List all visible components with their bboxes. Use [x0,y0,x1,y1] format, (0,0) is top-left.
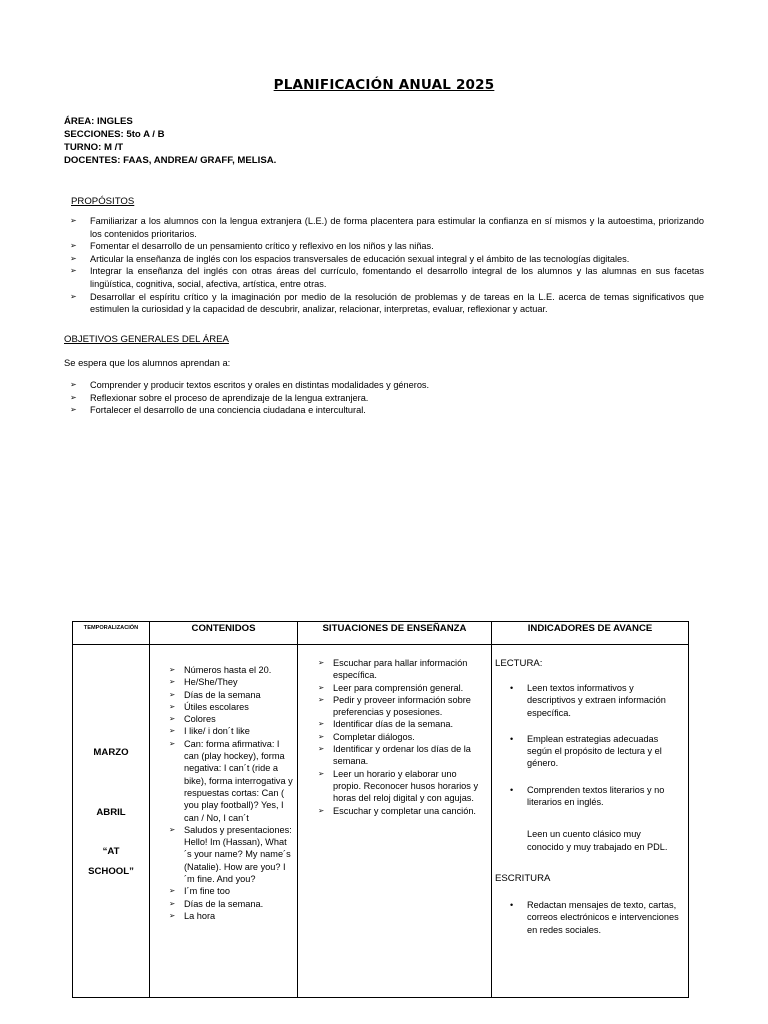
list-item: ➢ He/She/They [169,677,238,688]
list-item: ➢ Números hasta el 20. [169,665,272,675]
meta-docentes: DOCENTES: FAAS, ANDREA/ GRAFF, MELISA. [64,155,277,166]
arrow-bullet-icon: ➢ [70,266,77,276]
indicator-item: • Emplean estrategias adecuadas según el propósito de lectura y el género. [510,733,662,769]
document-meta [64,115,276,167]
arrow-bullet-icon: ➢ [169,898,176,908]
arrow-bullet-icon: ➢ [70,291,77,301]
list-item: ➢ Días de la semana [169,689,261,700]
table-row [73,645,689,998]
situaciones-list [298,657,491,817]
list-item: ➢ Leer para comprensión general. [318,682,464,693]
list-item: ➢ Escuchar para hallar información específica. [318,658,468,681]
list-item: ➢ Pedir y proveer información sobre preferencias y posesiones. [318,694,471,718]
dot-bullet-icon: • [510,683,514,693]
arrow-bullet-icon: ➢ [318,805,325,815]
list-item: ➢ Fortalecer el desarrollo de una conciencia ciudadana e intercultural. [70,405,366,416]
arrow-bullet-icon: ➢ [70,241,77,251]
objetivos-list [64,379,704,417]
list-item: ➢ La hora [169,910,216,921]
indicator-extra: Leen un cuento clásico muy conocido y muy trabajado en PDL. [527,829,668,852]
arrow-bullet-icon: ➢ [70,392,77,402]
header-temporalizacion: TEMPORALIZACIÓN [73,622,150,645]
list-item: ➢ I´m fine too [169,886,230,897]
list-item: ➢ Familiarizar a los alumnos con la lengua extranjera (L.E.) de forma placentera para estimular la confianza en sí mismos y la autoestima, priorizando los contenidos prioritarios. [70,216,704,239]
escritura-heading: ESCRITURA [495,872,551,884]
arrow-bullet-icon: ➢ [169,714,176,724]
arrow-bullet-icon: ➢ [318,719,325,729]
meta-turno: TURNO: M /T [64,142,124,153]
arrow-bullet-icon: ➢ [318,768,325,778]
meta-secciones: SECCIONES: 5to A / B [64,129,165,140]
header-indicadores: INDICADORES DE AVANCE [492,622,689,645]
list-item: ➢ Identificar días de la semana. [318,719,454,730]
cell-indicadores [492,645,689,998]
arrow-bullet-icon: ➢ [318,744,325,754]
list-item: ➢ Completar diálogos. [318,731,415,742]
arrow-bullet-icon: ➢ [169,665,176,674]
header-situaciones: SITUACIONES DE ENSEÑANZA [298,622,492,645]
objetivos-heading: OBJETIVOS GENERALES DEL ÁREA [64,334,229,345]
arrow-bullet-icon: ➢ [169,677,176,687]
arrow-bullet-icon: ➢ [169,738,176,748]
arrow-bullet-icon: ➢ [70,405,77,415]
indicator-item: • Comprenden textos literarios y no literarios en inglés. [510,784,665,808]
list-item: ➢ I like/ i don´t like [169,726,250,737]
cell-temporalizacion [73,645,150,998]
list-item: ➢ Comprender y producir textos escritos y orales en distintas modalidades y géneros. [70,380,430,390]
list-item: ➢ Fomentar el desarrollo de un pensamiento crítico y reflexivo en los niños y las niñas. [70,241,434,252]
arrow-bullet-icon: ➢ [318,658,325,667]
list-item: ➢ Desarrollar el espíritu crítico y la imaginación por medio de la resolución de problemas y de tareas en la L.E. acerca de temas significativos que estimulen la curiosidad y la capacidad de descubrir, analizar, relacionar, interpretas, evaluar, reflexionar y actuar. [70,291,704,315]
list-item: ➢ Articular la enseñanza de inglés con los espacios transversales de educación sexual integral y el ámbito de las tecnologías digitales. [70,253,630,264]
list-item: ➢ Útiles escolares [169,701,249,712]
arrow-bullet-icon: ➢ [70,216,77,225]
indicator-item: • Leen textos informativos y descriptivos y extraen información específica. [510,683,666,718]
cell-situaciones [298,645,492,998]
arrow-bullet-icon: ➢ [169,701,176,711]
list-item: ➢ Saludos y presentaciones: Hello! Im (Hassan), What´s your name? My name´s (Natalie). How are you? I´m fine. And you? [169,824,292,885]
arrow-bullet-icon: ➢ [70,253,77,263]
propositos-heading: PROPÓSITOS [71,196,135,207]
propositos-list [64,215,704,316]
list-item: ➢ Can: forma afirmativa: I can (play hockey), forma negativa: I can´t (ride a bike), forma interrogativa y respuestas cortas: Can ( you play football)? Yes, I can / No, I can´t [169,738,293,823]
temporal-marzo: MARZO [93,747,129,758]
dot-bullet-icon: • [510,733,514,744]
arrow-bullet-icon: ➢ [318,694,325,704]
indicator-item: • Redactan mensajes de texto, cartas, correos electrónicos e intervenciones en redes sociales. [510,899,679,935]
list-item: ➢ Días de la semana. [169,898,264,909]
lectura-heading: LECTURA: [495,658,543,669]
temporal-unit-line1: “AT [102,846,120,857]
planning-table [72,621,689,998]
arrow-bullet-icon: ➢ [169,824,176,834]
table-header-row [73,622,689,645]
header-contenidos: CONTENIDOS [150,622,298,645]
arrow-bullet-icon: ➢ [318,731,325,741]
page-title: PLANIFICACIÓN ANUAL 2025 [273,77,495,93]
dot-bullet-icon: • [510,899,514,910]
temporal-unit-line2: SCHOOL” [88,866,134,877]
list-item: ➢ Leer un horario y elaborar uno propio. Reconocer husos horarios y horas del reloj digital y con agujas. [318,768,479,804]
contenidos-list [150,664,297,922]
arrow-bullet-icon: ➢ [169,886,176,896]
arrow-bullet-icon: ➢ [169,726,176,736]
arrow-bullet-icon: ➢ [169,689,176,699]
list-item: ➢ Identificar y ordenar los días de la semana. [318,744,471,767]
list-item: ➢ Escuchar y completar una canción. [318,805,476,816]
cell-contenidos [150,645,298,998]
meta-area: ÁREA: INGLES [64,116,133,127]
arrow-bullet-icon: ➢ [318,682,325,692]
arrow-bullet-icon: ➢ [70,380,77,389]
list-item: ➢ Colores [169,714,216,725]
temporal-abril: ABRIL [96,807,126,818]
arrow-bullet-icon: ➢ [169,910,176,920]
dot-bullet-icon: • [510,784,514,795]
list-item: ➢ Integrar la enseñanza del inglés con otras áreas del currículo, fomentando el desarrollo integral de los alumnos y las alumnas en sus facetas lingüística, cognitiva, social, afectiva, artística, entre otras. [70,266,704,289]
objetivos-intro: Se espera que los alumnos aprendan a: [64,357,231,368]
list-item: ➢ Reflexionar sobre el proceso de aprendizaje de la lengua extranjera. [70,392,369,403]
